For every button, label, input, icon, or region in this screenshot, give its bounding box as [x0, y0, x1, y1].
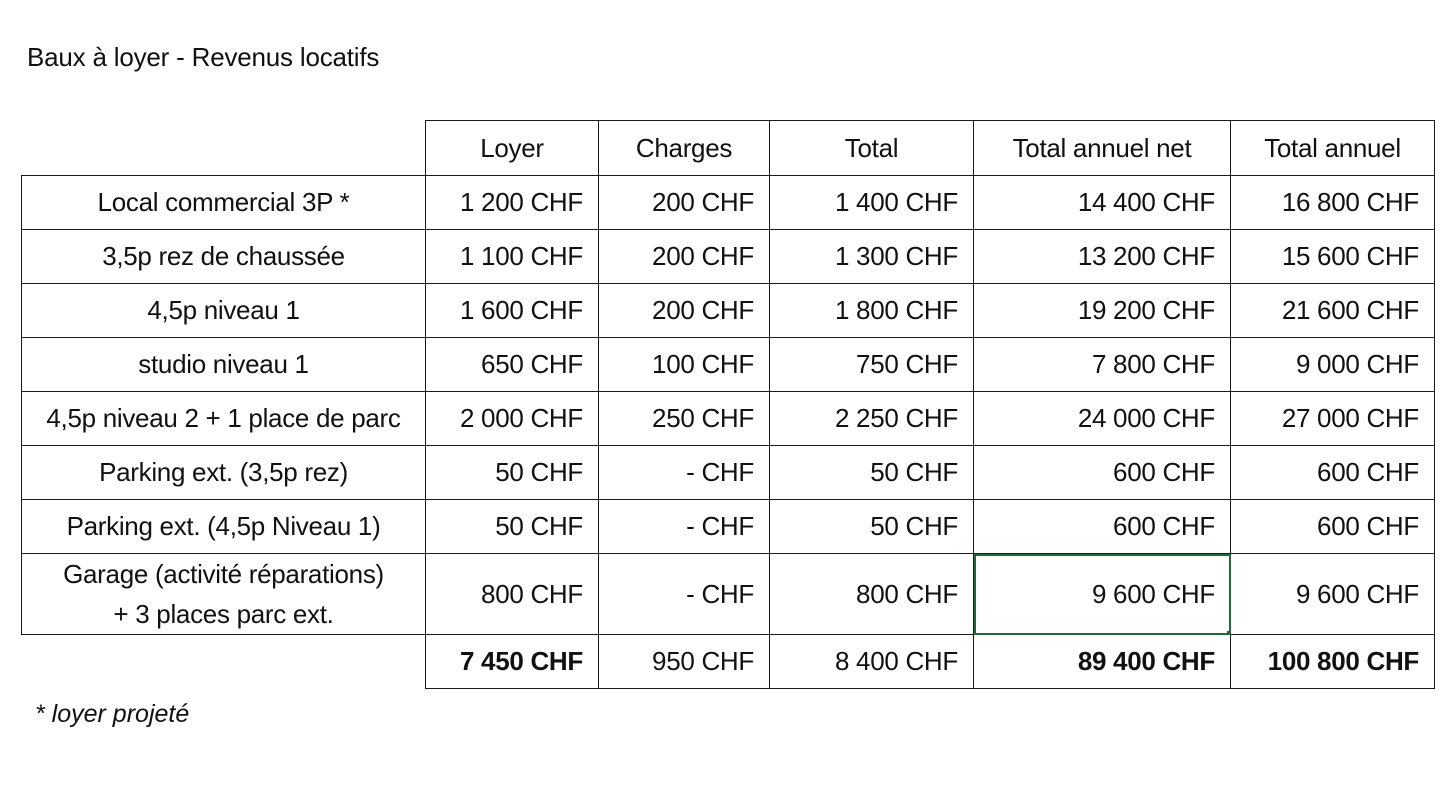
table-row — [22, 554, 1435, 635]
cell-total-annuel-net[interactable]: 19 200 CHF — [974, 284, 1231, 338]
page-title: Baux à loyer - Revenus locatifs — [27, 42, 380, 72]
cell-total[interactable]: 800 CHF — [770, 554, 974, 635]
cell-total[interactable]: 50 CHF — [770, 500, 974, 554]
cell-loyer[interactable]: 1 100 CHF — [426, 230, 599, 284]
row-label[interactable]: 4,5p niveau 2 + 1 place de parc — [22, 392, 426, 446]
footnote: * loyer projeté — [35, 700, 190, 728]
cell-loyer[interactable]: 50 CHF — [426, 500, 599, 554]
cell-loyer[interactable]: 1 200 CHF — [426, 176, 599, 230]
cell-total-annuel[interactable]: 9 000 CHF — [1231, 338, 1435, 392]
selected-cell-total-annuel-net[interactable] — [974, 554, 1231, 635]
header-loyer[interactable]: Loyer — [426, 121, 599, 176]
cell-total-annuel[interactable]: 27 000 CHF — [1231, 392, 1435, 446]
cell-charges[interactable]: - CHF — [599, 554, 770, 635]
cell-total-annuel[interactable]: 16 800 CHF — [1231, 176, 1435, 230]
cell-total-annuel-net[interactable]: 14 400 CHF — [974, 176, 1231, 230]
row-label-line-2: + 3 places parc ext. — [113, 599, 334, 629]
header-total[interactable]: Total — [770, 121, 974, 176]
cell-total-annuel-net[interactable]: 7 800 CHF — [974, 338, 1231, 392]
header-total-annuel-net[interactable]: Total annuel net — [974, 121, 1231, 176]
table-row — [22, 284, 1435, 338]
cell-loyer[interactable]: 800 CHF — [426, 554, 599, 635]
row-label[interactable]: 4,5p niveau 1 — [22, 284, 426, 338]
table-row — [22, 500, 1435, 554]
cell-total[interactable]: 50 CHF — [770, 446, 974, 500]
row-label[interactable] — [22, 554, 426, 635]
cell-total-annuel-net[interactable]: 13 200 CHF — [974, 230, 1231, 284]
cell-charges[interactable]: - CHF — [599, 446, 770, 500]
table-row — [22, 392, 1435, 446]
row-label-line-1: Garage (activité réparations) — [63, 559, 384, 589]
cell-total[interactable]: 1 800 CHF — [770, 284, 974, 338]
table-row — [22, 338, 1435, 392]
header-charges[interactable]: Charges — [599, 121, 770, 176]
cell-total-annuel-net[interactable]: 600 CHF — [974, 446, 1231, 500]
row-label[interactable]: Parking ext. (3,5p rez) — [22, 446, 426, 500]
cell-total[interactable]: 1 400 CHF — [770, 176, 974, 230]
cell-charges[interactable]: 200 CHF — [599, 230, 770, 284]
total-charges[interactable]: 950 CHF — [599, 635, 770, 689]
table-row — [22, 446, 1435, 500]
cell-loyer[interactable]: 650 CHF — [426, 338, 599, 392]
cell-loyer[interactable]: 2 000 CHF — [426, 392, 599, 446]
header-total-annuel[interactable]: Total annuel — [1231, 121, 1435, 176]
total-loyer[interactable]: 7 450 CHF — [426, 635, 599, 689]
table-row — [22, 176, 1435, 230]
row-label[interactable]: 3,5p rez de chaussée — [22, 230, 426, 284]
totals-row — [22, 635, 1435, 689]
total-total[interactable]: 8 400 CHF — [770, 635, 974, 689]
row-label[interactable]: Local commercial 3P * — [22, 176, 426, 230]
table-row — [22, 230, 1435, 284]
cell-total[interactable]: 750 CHF — [770, 338, 974, 392]
selected-cell-value: 9 600 CHF — [1091, 578, 1215, 609]
cell-total-annuel[interactable]: 9 600 CHF — [1231, 554, 1435, 635]
header-row — [22, 121, 1435, 176]
total-annuel[interactable]: 100 800 CHF — [1231, 635, 1435, 689]
cell-total-annuel[interactable]: 600 CHF — [1231, 500, 1435, 554]
cell-charges[interactable]: 200 CHF — [599, 284, 770, 338]
cell-total-annuel[interactable]: 600 CHF — [1231, 446, 1435, 500]
cell-total[interactable]: 1 300 CHF — [770, 230, 974, 284]
cell-total-annuel-net[interactable]: 24 000 CHF — [974, 392, 1231, 446]
fill-handle[interactable] — [1227, 631, 1231, 635]
total-annuel-net[interactable]: 89 400 CHF — [974, 635, 1231, 689]
row-label[interactable]: studio niveau 1 — [22, 338, 426, 392]
row-label[interactable]: Parking ext. (4,5p Niveau 1) — [22, 500, 426, 554]
cell-charges[interactable]: - CHF — [599, 500, 770, 554]
cell-total-annuel[interactable]: 21 600 CHF — [1231, 284, 1435, 338]
cell-total-annuel-net[interactable]: 600 CHF — [974, 500, 1231, 554]
empty-corner-cell[interactable] — [22, 121, 426, 176]
cell-charges[interactable]: 250 CHF — [599, 392, 770, 446]
cell-loyer[interactable]: 50 CHF — [426, 446, 599, 500]
cell-charges[interactable]: 100 CHF — [599, 338, 770, 392]
cell-total-annuel[interactable]: 15 600 CHF — [1231, 230, 1435, 284]
cell-loyer[interactable]: 1 600 CHF — [426, 284, 599, 338]
cell-total[interactable]: 2 250 CHF — [770, 392, 974, 446]
cell-charges[interactable]: 200 CHF — [599, 176, 770, 230]
rent-table — [21, 120, 1435, 689]
empty-totals-label-cell[interactable] — [22, 635, 426, 689]
